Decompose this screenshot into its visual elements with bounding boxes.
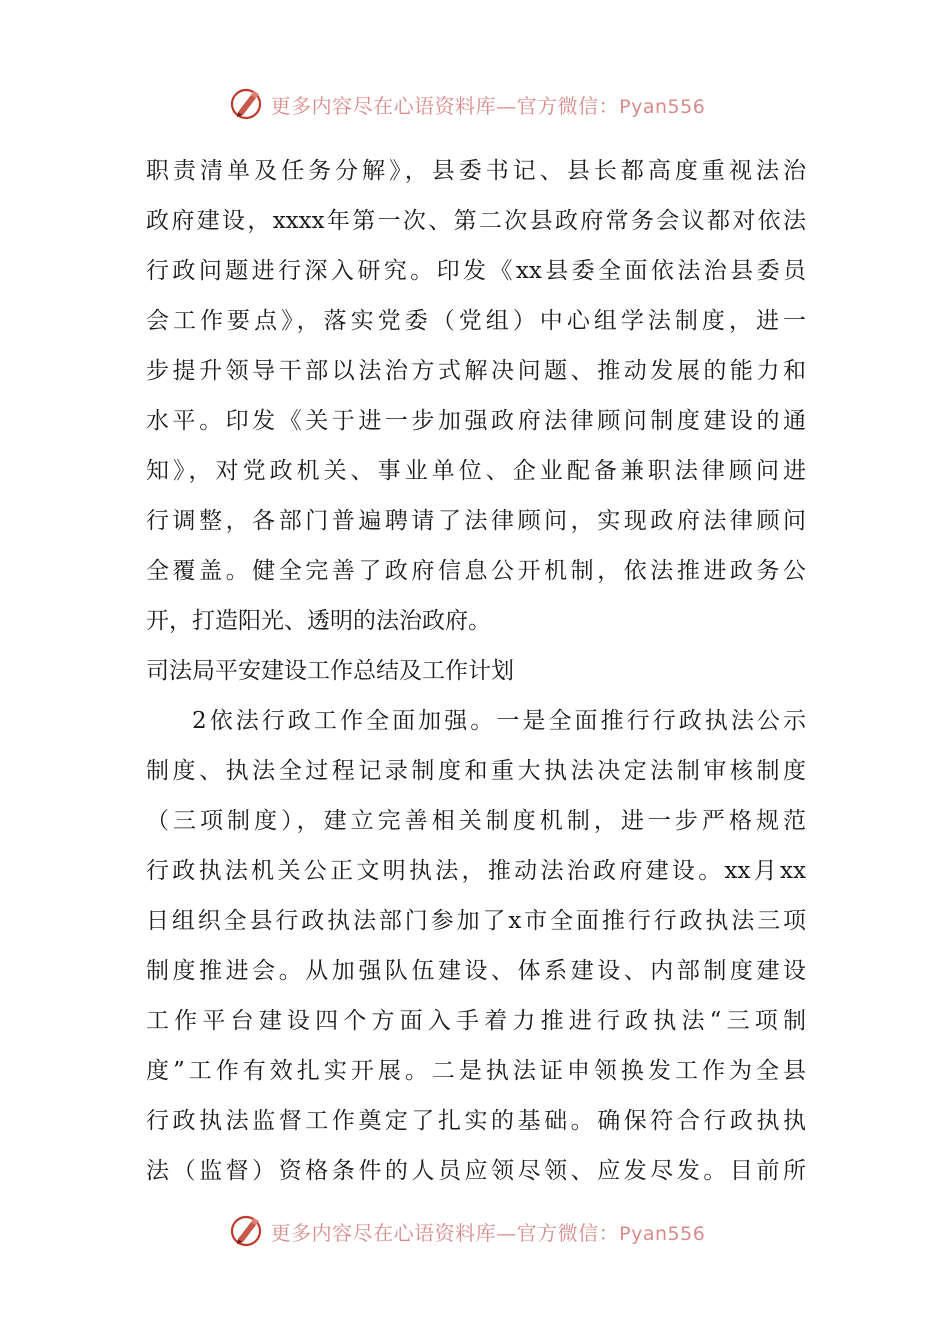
- text-line: 法（监督）资格条件的人员应领尽领、应发尽发。目前所: [146, 1158, 806, 1184]
- watermark-text: 更多内容尽在心语资料库—官方微信：Pyan556: [270, 1220, 706, 1245]
- text-line: 政府建设，xxxx年第一次、第二次县政府常务会议都对依法: [146, 208, 806, 234]
- text-line: 行政执法监督工作奠定了扎实的基础。确保符合行政执执: [146, 1108, 806, 1134]
- text-line: 开，打造阳光、透明的法治政府。: [146, 608, 491, 634]
- text-line: （三项制度），建立完善相关制度机制，进一步严格规范: [146, 808, 806, 834]
- text-line: 日组织全县行政执法部门参加了x市全面推行行政执法三项: [146, 908, 806, 934]
- paragraph-1: [146, 146, 806, 646]
- text-line: 行政问题进行深入研究。印发《xx县委全面依法治县委员: [146, 258, 806, 284]
- text-line: 知》，对党政机关、事业单位、企业配备兼职法律顾问进: [146, 458, 806, 484]
- text-line: 会工作要点》，落实党委（党组）中心组学法制度，进一: [146, 308, 806, 334]
- text-line: 行政执法机关公正文明执法，推动法治政府建设。xx月xx: [146, 858, 806, 884]
- text-line: 行调整，各部门普遍聘请了法律顾问，实现政府法律顾问: [146, 508, 806, 534]
- text-line: 度”工作有效扎实开展。二是执法证申领换发工作为全县: [146, 1058, 806, 1084]
- text-line: 职责清单及任务分解》，县委书记、县长都高度重视法治: [146, 158, 806, 184]
- header-watermark: [0, 84, 950, 124]
- text-line: 制度、执法全过程记录制度和重大执法决定法制审核制度: [146, 758, 806, 784]
- paragraph-2: [146, 696, 806, 1196]
- text-line: 2依法行政工作全面加强。一是全面推行行政执法公示: [192, 708, 806, 734]
- section-heading: 司法局平安建设工作总结及工作计划: [146, 658, 514, 684]
- document-body: [146, 146, 806, 1196]
- text-line: 全覆盖。健全完善了政府信息公开机制，依法推进政务公: [146, 558, 806, 584]
- footer-watermark: [0, 1211, 950, 1251]
- watermark-text: 更多内容尽在心语资料库—官方微信：Pyan556: [270, 93, 706, 118]
- text-line: 工作平台建设四个方面入手着力推进行政执法“三项制: [146, 1008, 806, 1034]
- text-line: 步提升领导干部以法治方式解决问题、推动发展的能力和: [146, 358, 806, 384]
- pen-logo-icon: [229, 1213, 265, 1249]
- pen-logo-icon: [229, 86, 265, 122]
- text-line: 水平。印发《关于进一步加强政府法律顾问制度建设的通: [146, 408, 806, 434]
- text-line: 制度推进会。从加强队伍建设、体系建设、内部制度建设: [146, 958, 806, 984]
